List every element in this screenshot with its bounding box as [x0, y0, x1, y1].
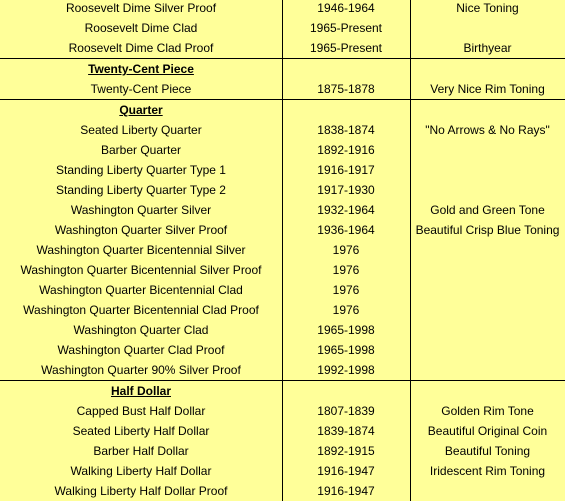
coin-years-cell: 1936-1964 [317, 223, 375, 237]
coin-note-cell: Nice Toning [456, 1, 519, 15]
coin-years-cell: 1839-1874 [317, 424, 375, 438]
section-title: Half Dollar [0, 381, 282, 402]
coin-years-cell: 1932-1964 [317, 203, 375, 217]
coin-note-cell [410, 18, 565, 38]
coin-name-cell: Washington Quarter Silver [70, 203, 212, 217]
coin-years-cell: 1916-1917 [317, 163, 375, 177]
coin-name-cell: Roosevelt Dime Silver Proof [65, 1, 217, 15]
section-note-cell [410, 59, 565, 80]
coin-name-cell: Walking Liberty Half Dollar [70, 464, 212, 478]
coin-note-cell: Birthyear [463, 41, 512, 55]
coin-years-cell: 1917-1930 [317, 183, 375, 197]
coin-years-cell: 1892-1915 [317, 444, 375, 458]
coin-name-cell: Roosevelt Dime Clad [84, 21, 198, 35]
coin-name-cell: Washington Quarter Silver Proof [54, 223, 228, 237]
coin-years-cell: 1916-1947 [317, 464, 375, 478]
section-years-cell [282, 100, 410, 121]
column-divider-name-years [282, 0, 283, 501]
coin-years-cell: 1807-1839 [317, 404, 375, 418]
coin-name-cell: Washington Quarter Bicentennial Clad [39, 283, 243, 297]
coin-name-cell: Seated Liberty Quarter [80, 123, 202, 137]
coin-note-cell: Gold and Green Tone [430, 203, 545, 217]
coin-years-cell: 1875-1878 [317, 82, 375, 96]
coin-note-cell: Beautiful Original Coin [427, 424, 548, 438]
coin-name-cell: Washington Quarter Bicentennial Silver Proof [20, 263, 262, 277]
coin-years-cell: 1916-1947 [317, 484, 375, 498]
coin-note-cell: Very Nice Rim Toning [430, 82, 545, 96]
coin-name-cell: Roosevelt Dime Clad Proof [68, 41, 214, 55]
section-title: Twenty-Cent Piece [0, 59, 282, 80]
coin-name-cell: Twenty-Cent Piece [90, 82, 192, 96]
coin-years-cell: 1946-1964 [317, 1, 375, 15]
section-title: Quarter [0, 100, 282, 121]
section-years-cell [282, 59, 410, 80]
coin-note-cell [410, 481, 565, 501]
coin-years-cell: 1965-Present [309, 21, 383, 35]
coin-note-cell [410, 180, 565, 200]
coin-years-cell: 1976 [332, 263, 360, 277]
coin-note-cell [410, 320, 565, 340]
coin-name-cell: Standing Liberty Quarter Type 2 [56, 183, 226, 197]
coin-years-cell: 1976 [332, 243, 360, 257]
coin-note-cell [410, 240, 565, 260]
coin-name-cell: Barber Half Dollar [93, 444, 189, 458]
coin-note-cell [410, 140, 565, 160]
coin-note-cell [410, 360, 565, 381]
coin-name-cell: Washington Quarter 90% Silver Proof [41, 363, 241, 377]
coin-note-cell: Beautiful Crisp Blue Toning [415, 223, 560, 237]
coin-years-cell: 1965-Present [309, 41, 383, 55]
coin-years-cell: 1892-1916 [317, 143, 375, 157]
coin-name-cell: Capped Bust Half Dollar [76, 404, 206, 418]
column-divider-years-notes [410, 0, 411, 501]
coin-name-cell: Washington Quarter Clad Proof [57, 343, 225, 357]
coin-name-cell: Seated Liberty Half Dollar [72, 424, 210, 438]
coin-years-cell: 1976 [332, 303, 360, 317]
coin-note-cell [410, 280, 565, 300]
coin-note-cell: Iridescent Rim Toning [429, 464, 546, 478]
coin-years-cell: 1965-1998 [317, 343, 375, 357]
coin-name-cell: Washington Quarter Clad [73, 323, 209, 337]
coin-years-cell: 1838-1874 [317, 123, 375, 137]
coin-name-cell: Walking Liberty Half Dollar Proof [54, 484, 228, 498]
coin-name-cell: Washington Quarter Bicentennial Silver [36, 243, 246, 257]
section-note-cell [410, 381, 565, 402]
coin-note-cell [410, 160, 565, 180]
coin-years-cell: 1992-1998 [317, 363, 375, 377]
coin-note-cell [410, 260, 565, 280]
coin-name-cell: Standing Liberty Quarter Type 1 [56, 163, 226, 177]
section-note-cell [410, 100, 565, 121]
section-years-cell [282, 381, 410, 402]
coin-note-cell: "No Arrows & No Rays" [425, 123, 550, 137]
coin-name-cell: Washington Quarter Bicentennial Clad Proof [23, 303, 259, 317]
coin-note-cell: Beautiful Toning [444, 444, 531, 458]
coin-years-cell: 1976 [332, 283, 360, 297]
coin-name-cell: Barber Quarter [100, 143, 182, 157]
coin-note-cell: Golden Rim Tone [441, 404, 534, 418]
coin-years-cell: 1965-1998 [317, 323, 375, 337]
coin-note-cell [410, 340, 565, 360]
coin-note-cell [410, 300, 565, 320]
